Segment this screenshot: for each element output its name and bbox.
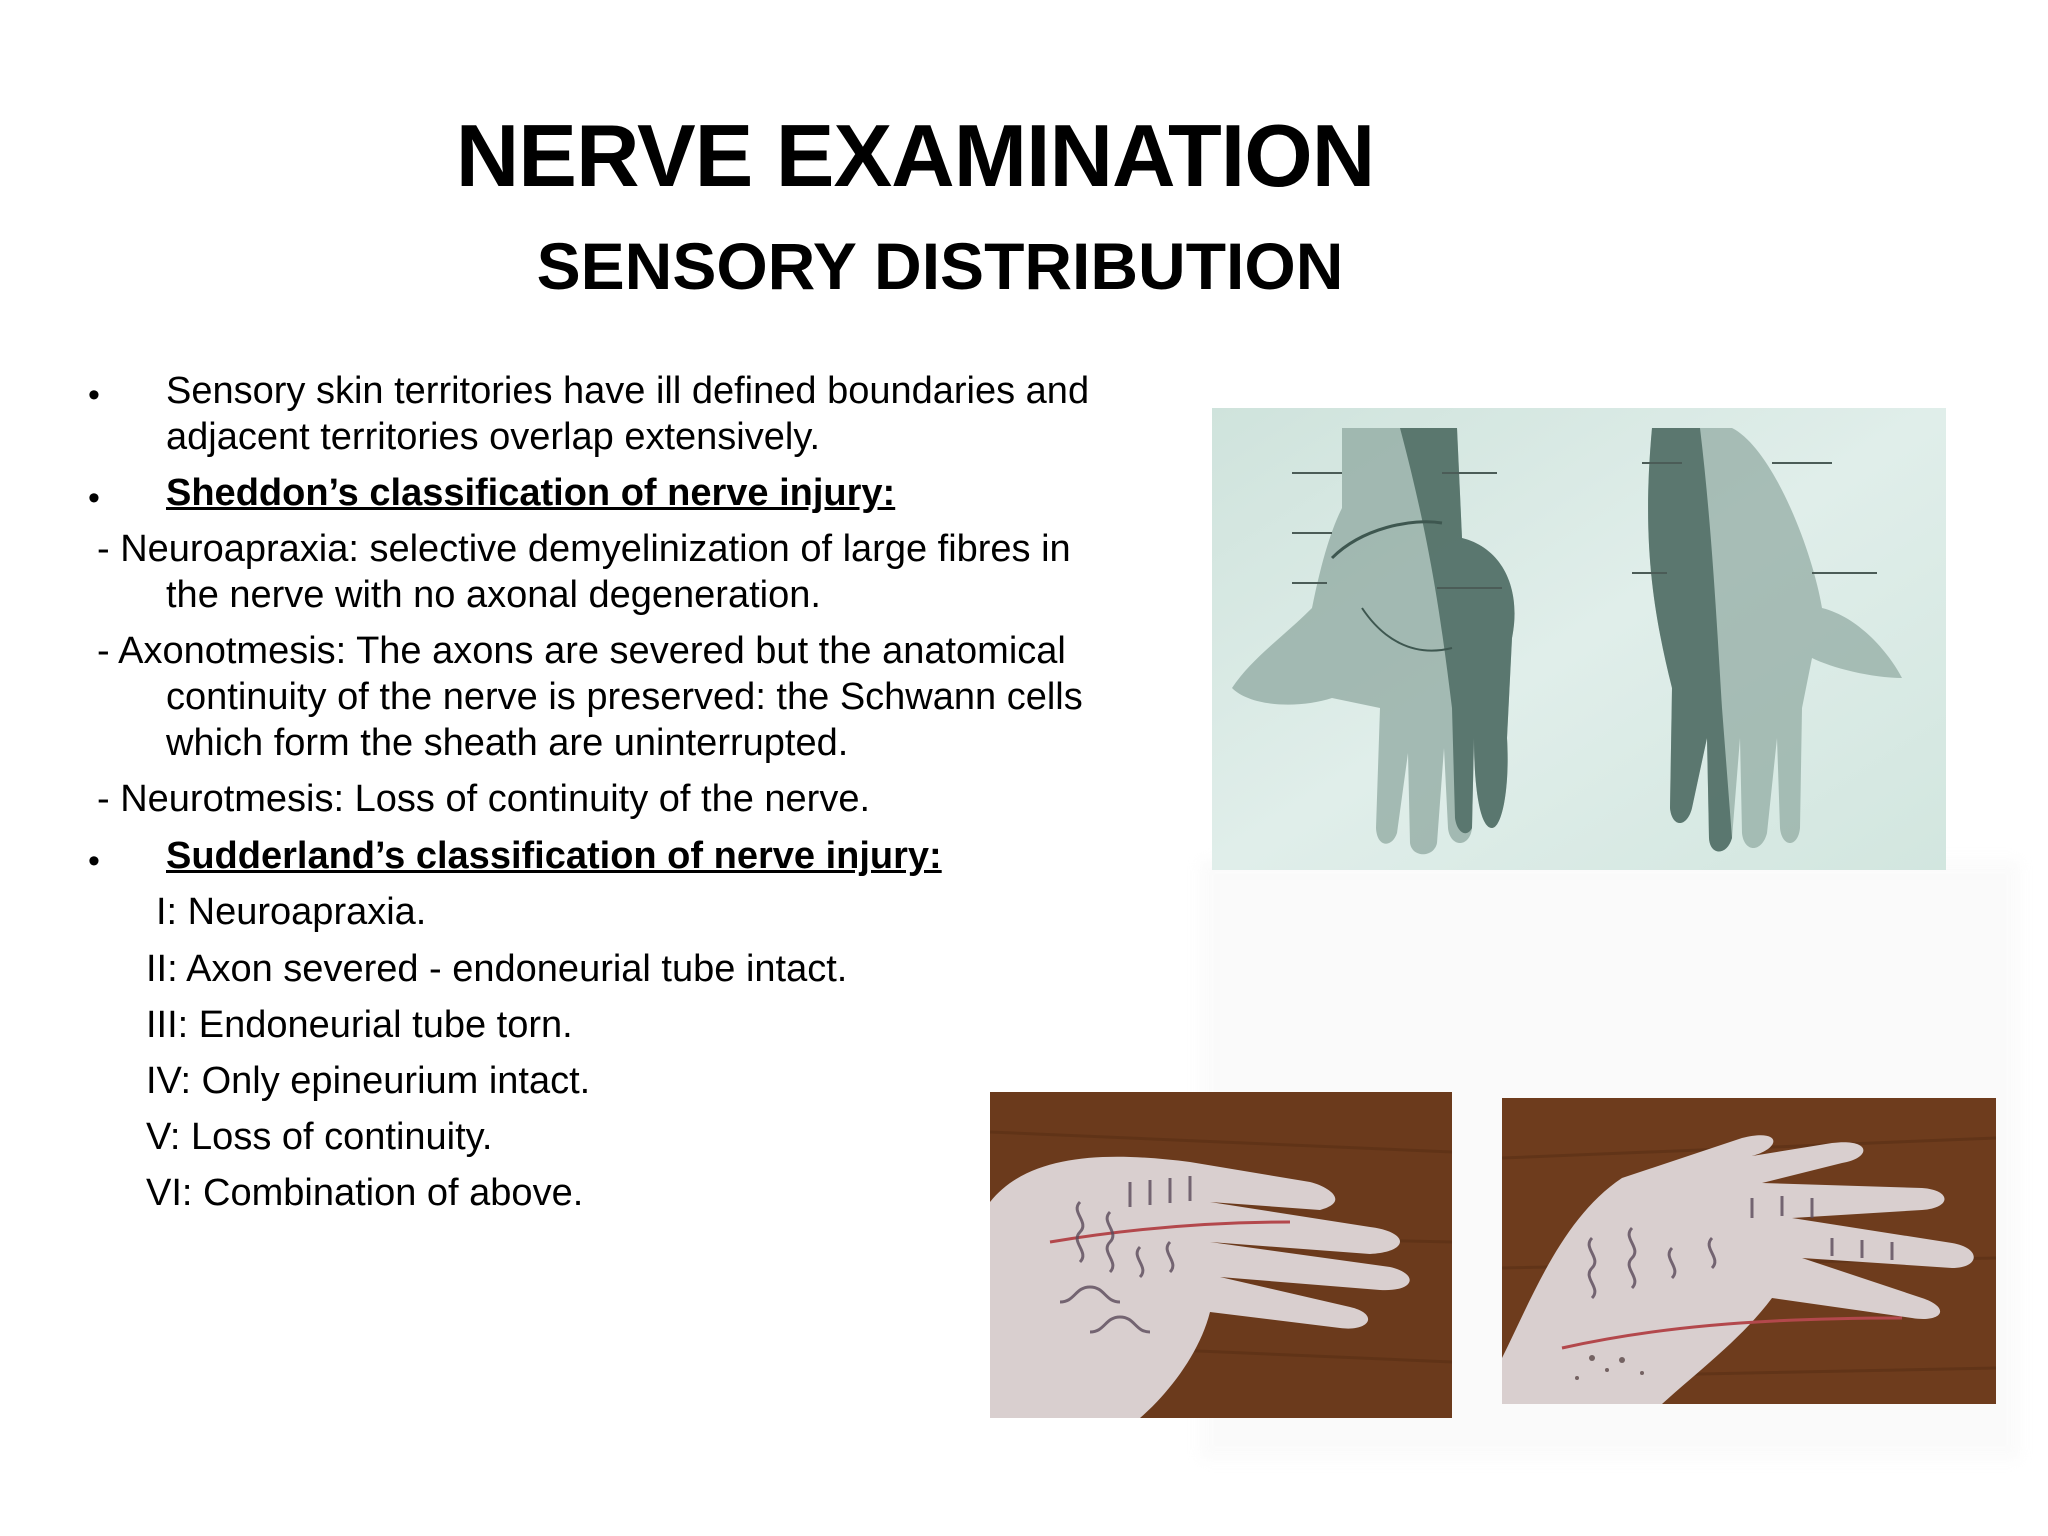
grade-item: VI: Combination of above. <box>146 1172 584 1214</box>
hand-dermatome-diagram <box>1212 408 1946 870</box>
grade-item: IV: Only epineurium intact. <box>146 1060 591 1102</box>
neuroapraxia-line2: the nerve with no axonal degeneration. <box>166 574 821 616</box>
neurotmesis-line: - Neurotmesis: Loss of continuity of the nerve. <box>97 778 871 820</box>
marked-hand-photo-right <box>1502 1098 1996 1404</box>
sheddon-heading: Sheddon’s classification of nerve injury: <box>166 472 896 514</box>
marked-hand-drawing-right <box>1502 1098 1996 1404</box>
axonotmesis-line1: - Axonotmesis: The axons are severed but the anatomical <box>97 630 1066 672</box>
grade-item: V: Loss of continuity. <box>146 1116 493 1158</box>
bullet1-line2: adjacent territories overlap extensively. <box>166 416 821 458</box>
axonotmesis-line2: continuity of the nerve is preserved: the Schwann cells <box>166 676 1083 718</box>
grade-item: III: Endoneurial tube torn. <box>146 1004 573 1046</box>
slide-subtitle: SENSORY DISTRIBUTION <box>536 229 1344 303</box>
bullet-marker: • <box>88 479 100 517</box>
grade-item: II: Axon severed - endoneurial tube intact. <box>146 948 848 990</box>
bullet1-line1: Sensory skin territories have ill defined boundaries and <box>166 370 1090 412</box>
sudderland-heading: Sudderland’s classification of nerve injury: <box>166 835 942 877</box>
marked-hand-drawing-left <box>990 1092 1452 1418</box>
bullet-marker: • <box>88 376 100 414</box>
hand-dermatome-drawing <box>1212 408 1946 870</box>
neuroapraxia-line1: - Neuroapraxia: selective demyelinization of large fibres in <box>97 528 1071 570</box>
marked-hand-photo-left <box>990 1092 1452 1418</box>
slide-title: NERVE EXAMINATION <box>455 106 1375 205</box>
bullet-marker: • <box>88 842 100 880</box>
grade-item: I: Neuroapraxia. <box>156 891 427 933</box>
axonotmesis-line3: which form the sheath are uninterrupted. <box>166 722 849 764</box>
